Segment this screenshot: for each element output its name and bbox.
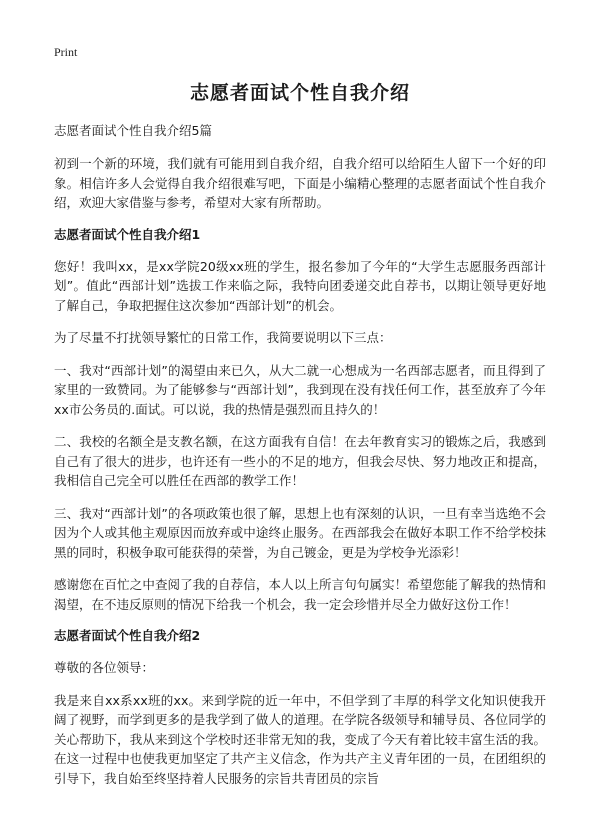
section1-paragraph: 感谢您在百忙之中查阅了我的自荐信，本人以上所言句句属实！希望您能了解我的热情和渴望，在不违反原则的情况下给我一个机会，我一定会珍惜并尽全力做好这份工作！ [54,577,546,612]
section2-paragraph: 尊敬的各位领导： [54,660,155,675]
section1-paragraph: 为了尽量不打扰领导繁忙的日常工作，我简要说明以下三点： [54,330,392,345]
section1-paragraph: 三、我对“西部计划”的各项政策也很了解，思想上也有深刻的认识，一旦有幸当选绝不会因为个人或其他主观原因而放弃或中途终止服务。在西部我会在做好本职工作不给学校抹黑的同时，积极争取可能获得的荣誉，为自己镀金，更是为学校争光添彩！ [54,505,546,560]
section2-paragraph: 我是来自xx系xx班的xx。来到学院的近一年中，不但学到了丰厚的科学文化知识使我开阔了视野，而学到更多的是我学到了做人的道理。在学院各级领导和辅导员、各位同学的关心帮助下，我从来到这个学校时还非常无知的我，变成了今天有着比较丰富生活的我。在这一过程中也使我更加坚定了共产主义信念，作为共产主义青年团的一员，在团组织的引导下，我自始至终坚持着人民服务的宗旨共青团员的宗旨 [54,692,546,786]
document-subtitle: 志愿者面试个性自我介绍5篇 [54,123,212,138]
section1-paragraph: 二、我校的名额全是支教名额，在这方面我有自信！在去年教育实习的锻炼之后，我感到自己有了很大的进步，也许还有一些小的不足的地方，但我会尽快、努力地改正和提高，我相信自己完全可以胜任在西部的教学工作！ [54,434,546,488]
section-heading-1: 志愿者面试个性自我介绍1 [54,226,201,242]
print-link[interactable]: Print [54,45,78,59]
intro-paragraph: 初到一个新的环境，我们就有可能用到自我介绍，自我介绍可以给陌生人留下一个好的印象。相信许多人会觉得自我介绍很难写吧，下面是小编精心整理的志愿者面试个性自我介绍，欢迎大家借鉴与参考，希望对大家有所帮助。 [54,156,546,210]
section-heading-2: 志愿者面试个性自我介绍2 [54,628,201,643]
section1-paragraph: 您好！我叫xx，是xx学院20级xx班的学生，报名参加了今年的“大学生志愿服务西部计划”。值此“西部计划”选拔工作来临之际，我特向团委递交此自荐书，以期让领导更好地了解自己，争取把握住这次参加“西部计划”的机会。 [54,258,546,313]
section1-paragraph: 一、我对“西部计划”的渴望由来已久，从大二就一心想成为一名西部志愿者，而且得到了家里的一致赞同。为了能够参与“西部计划”，我到现在没有找任何工作，甚至放弃了今年xx市公务员的.面试。可以说，我的热情是强烈而且持久的！ [54,362,546,417]
page-title: 志愿者面试个性自我介绍 [189,82,410,104]
